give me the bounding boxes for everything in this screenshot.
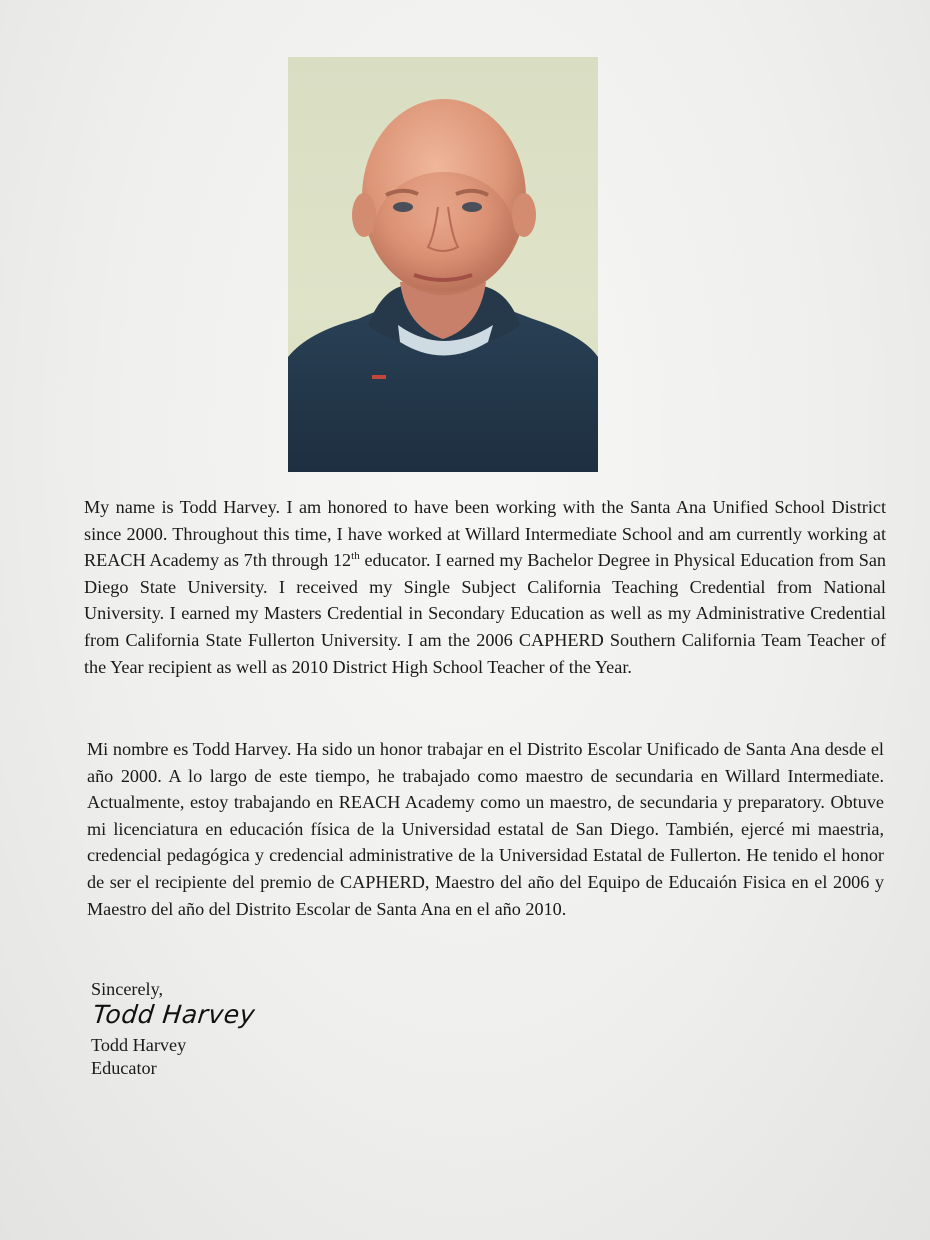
biography-english [84,494,886,680]
signer-title: Educator [91,1058,157,1078]
portrait-photo [288,57,598,472]
portrait-illustration [288,57,598,472]
handwritten-signature: Todd Harvey [91,1000,257,1029]
bio-english-part2: educator. I earned my Bachelor Degree in Physical Education from San Diego State University. I received my Single Subject California Teaching Credential from National University. I earned my Masters Credential in Secondary Education as well as my Administrative Credential from California State Fullerton University. I am the 2006 CAPHERD Southern California Team Teacher of the Year recipient as well as 2010 District High School Teacher of the Year. [84,550,886,677]
bio-english-part1: My name is Todd Harvey. I am honored to have been working with the Santa Ana Unified School District since 2000. Throughout this time, I have worked at Willard Intermediate School and am currently working at REACH Academy as 7th through 12 [84,497,886,571]
biography-spanish: Mi nombre es Todd Harvey. Ha sido un honor trabajar en el Distrito Escolar Unificado de Santa Ana desde el año 2000. A lo largo de este tiempo, he trabajado como maestro de secundaria en Willard Intermediate. Actualmente, estoy trabajando en REACH Academy como un maestro, de secundaria y preparatory. Obtuve mi licenciatura en educación física de la Universidad estatal de San Diego. También, ejercé mi maestria, credencial pedagógica y credencial administrative de la Universidad Estatal de Fullerton. He tenido el honor de ser el recipiente del premio de CAPHERD, Maestro del año del Equipo de Educaión Fisica en el 2006 y Maestro del año del Distrito Escolar de Santa Ana en el año 2010. [87,739,884,919]
ordinal-suffix: th [351,550,360,563]
signer-name: Todd Harvey [91,1035,187,1055]
salutation: Sincerely, [91,979,164,999]
